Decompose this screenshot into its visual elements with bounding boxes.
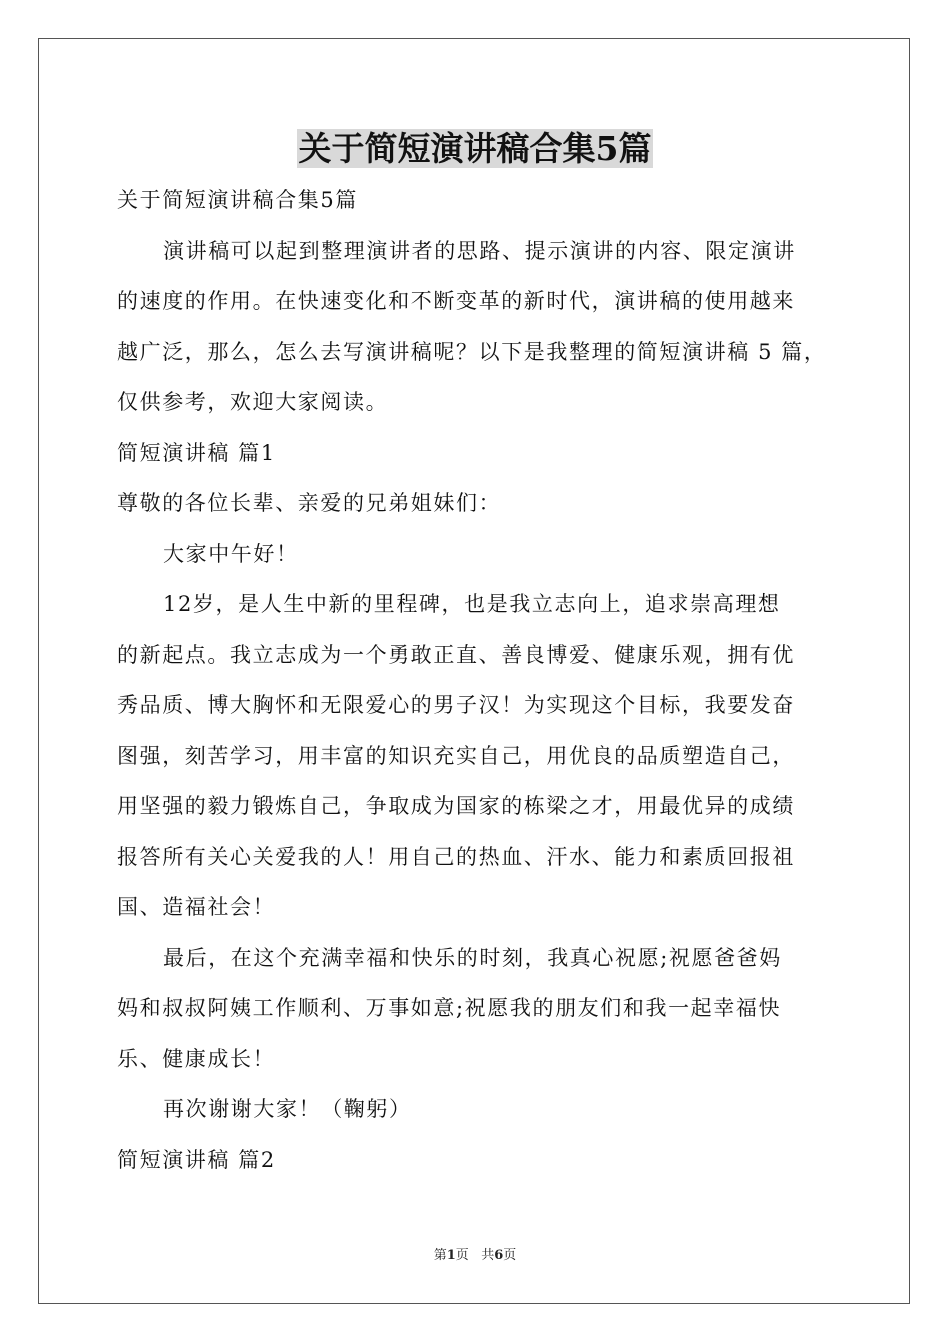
document-title-text: 关于简短演讲稿合集5篇 (298, 129, 652, 168)
paragraph-line: 图强，刻苦学习，用丰富的知识充实自己，用优良的品质塑造自己， (117, 743, 795, 768)
paragraph-line: 乐、健康成长！ (117, 1046, 276, 1071)
paragraph-line: 用坚强的毅力锻炼自己，争取成为国家的栋梁之才，用最优异的成绩 (117, 794, 795, 818)
paragraph-line: 报答所有关心关爱我的人！用自己的热血、汗水、能力和素质回报祖 (117, 844, 795, 869)
paragraph-line: 12岁，是人生中新的里程碑，也是我立志向上，追求崇高理想 (163, 592, 781, 616)
paragraph-line: 妈和叔叔阿姨工作顺利、万事如意;祝愿我的朋友们和我一起幸福快 (117, 996, 782, 1020)
paragraph-line: 演讲稿可以起到整理演讲者的思路、提示演讲的内容、限定演讲 (163, 238, 796, 263)
total-prefix: 共 (481, 1248, 495, 1263)
section-heading: 简短演讲稿 篇2 (117, 1147, 276, 1172)
page-prefix: 第 (433, 1248, 447, 1263)
subtitle-line: 关于简短演讲稿合集5篇 (117, 188, 358, 212)
document-body (117, 175, 835, 1185)
closing-line: 再次谢谢大家！（鞠躬） (163, 1097, 412, 1121)
greeting-line: 大家中午好！ (163, 541, 299, 566)
page-current: 1 (446, 1248, 456, 1263)
paragraph-line: 最后，在这个充满幸福和快乐的时刻，我真心祝愿;祝愿爸爸妈 (163, 945, 782, 970)
paragraph-line: 的速度的作用。在快速变化和不断变革的新时代，演讲稿的使用越来 (117, 289, 795, 313)
paragraph-line: 国、造福社会！ (117, 895, 276, 919)
page-total: 6 (494, 1248, 504, 1263)
salutation-line: 尊敬的各位长辈、亲爱的兄弟姐妹们： (117, 491, 502, 515)
page-suffix: 页 (455, 1248, 469, 1263)
section-heading: 简短演讲稿 篇1 (117, 440, 276, 465)
paragraph-line: 的新起点。我立志成为一个勇敢正直、善良博爱、健康乐观，拥有优 (117, 642, 795, 667)
page-footer (0, 1244, 950, 1263)
total-suffix: 页 (503, 1248, 517, 1263)
paragraph-line: 越广泛，那么，怎么去写演讲稿呢？以下是我整理的简短演讲稿 5 篇， (117, 339, 827, 364)
document-title (0, 124, 950, 174)
paragraph-line: 秀品质、博大胸怀和无限爱心的男子汉！为实现这个目标，我要发奋 (117, 693, 795, 717)
paragraph-line: 仅供参考，欢迎大家阅读。 (117, 390, 389, 414)
